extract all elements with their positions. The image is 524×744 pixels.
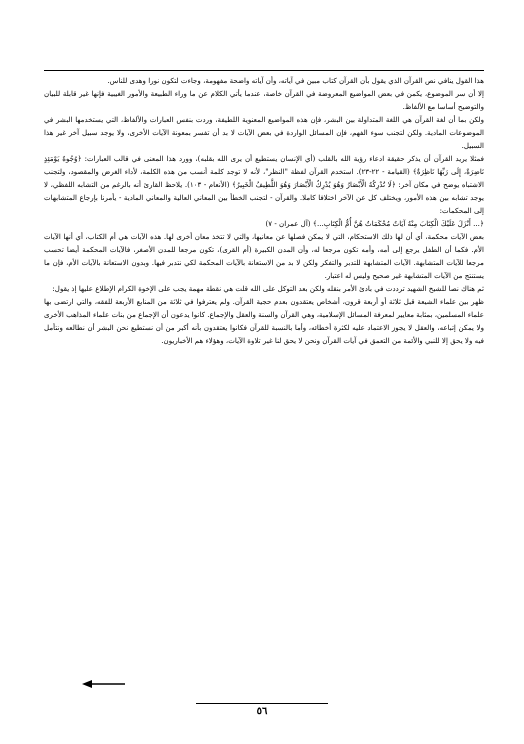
paragraph: ولكن بما أن لغة القرآن هي اللغة المتداولة بين البشر، فإن هذه المواضيع المعنوية اللطيفة، وردت بنفس العبارات والألفاظ، التي يستخدمها البشر في الموضوعات المادية. ولكن لتجنب سوء الفهم، فإن المسائل الواردة في بعض الآيات لا بد أن تفسر بمعونة الآيات الأخرى، ولا يوجد سبيل آخر غير هذا السبيل. [44, 115, 484, 150]
left-arrow-icon [82, 679, 126, 689]
paragraph: ظهر بين علماء الشيعة قبل ثلاثة أو أربعة قرون، أشخاص يعتقدون بعدم حجية القرآن. ولم يعترفوا في ثلاثة من المنابع الأربعة للفقه، والتي ارتضى بها علماء المسلمين، بمثابة معايير لمعرفة المسائل الإسلامية، وهي القرآن والسنة والعقل والإجماع. كانوا يدعون أن الإجماع من بنات علماء المذاهب الأخرى ولا يمكن إتباعه، والعقل لا يجوز الاعتماد عليه لكثرة أخطائه، وأما بالنسبة للقرآن فكانوا يعتقدون بأنه أكبر من أن نستطيع نحن البشر أن نطالعه ونتأمل فيه ولا يحق إلا للنبي والأئمة من التعمق في آيات القرآن ونحن لا يحق لنا غير تلاوة الآيات، وهؤلاء هم الأخباريون. [44, 297, 484, 345]
body-text [44, 74, 484, 347]
paragraph: فمثلا يريد القرآن أن يذكر حقيقة ادعاء رؤية الله بالقلب (أي الإنسان يستطيع أن يرى الله بقلبه)، وورد هذا المعنى في قالب العبارات: ﴿وُجُوهٌ يَوْمَئِذٍ نَاضِرَةٌ، إِلَى رَبِّهَا نَاظِرَةٌ﴾ (القيامة - ٢٢-٢٣). استخدم القرآن لفظة "النظر"، لأنه لا توجد كلمة أنسب من هذه الكلمة، لأداء الغرض والمقصود، ولتجنب الاشتباه يوضح في مكان آخر: ﴿لَا تُدْرِكُهُ الْأَبْصَارُ وَهُوَ يُدْرِكُ الْأَبْصَارَ وَهُوَ اللَّطِيفُ الْخَبِيرُ﴾ (الأنعام - ١٠٣). يلاحظ القارئ أنه بالرغم من التشابه اللفظي، لا يوجد تشابه بين هذه الأمور، ويختلف كل عن الآخر اختلافا كاملا. والقرآن - لتجنب الخطأ بين المعاني العالية والمعاني المادية - يأمرنا بإرجاع المتشابهات إلى المحكمات: [44, 154, 484, 215]
paragraph: هذا القول ينافي نص القرآن الذي يقول بأن القرآن كتاب مبين في آياته، وأن آياته واضحة مفهومة، وجاءت لتكون نورا وهدى للناس. [107, 76, 484, 85]
paragraph: ثم هناك نصا للشيخ الشهيد ترددت في بادئ الأمر بنقله ولكن بعد التوكل على الله قلت هي نقطة مهمة يجب على الإخوة الكرام الإطلاع عليها إذ يقول: [52, 284, 484, 293]
paragraph: بعض الآيات محكمة، أي أن لها ذلك الاستحكام، التي لا يمكن فصلها عن معانيها، والتي لا تتخذ معان أخرى لها. هذه الآيات هي أم الكتاب، أي أنها الآيات الأم. فكما أن الطفل يرجع إلى أمه، وأمه تكون مرجعا له، وأن المدن الكبيرة (أم القرى)، تكون مرجعا للمدن الأصغر، فالآيات المحكمة أيضا تحسب مرجعا للآيات المتشابهة. الآيات المتشابهة للتدبر والتفكر ولكن لا بد من الاستعانة بالآيات المحكمة لكي نتدبر فيها. وبدون الاستعانة بالآيات الأم، فإن ما يستنتج من الآيات المتشابهة غير صحيح وليس له اعتبار. [44, 232, 484, 280]
quran-quote: ﴿... أَنْزَلَ عَلَيْكَ الْكِتَابَ مِنْهُ آيَاتٌ مُحْكَمَاتٌ هُنَّ أُمُّ الْكِتَابِ...﴾ (آل عمران - ٧) [265, 219, 484, 228]
paragraph: إلا أن سر الموضوع، يكمن في بعض المواضيع المعروضة في القرآن خاصة، عندما يأتي الكلام عن ما وراء الطبيعة والأمور الغيبية فإنها غير قابلة للبيان والتوضيح أساسا مع الألفاظ. [44, 89, 484, 111]
page-number: ٥٦ [256, 706, 268, 717]
top-divider [44, 70, 484, 71]
footer-divider [196, 703, 328, 704]
